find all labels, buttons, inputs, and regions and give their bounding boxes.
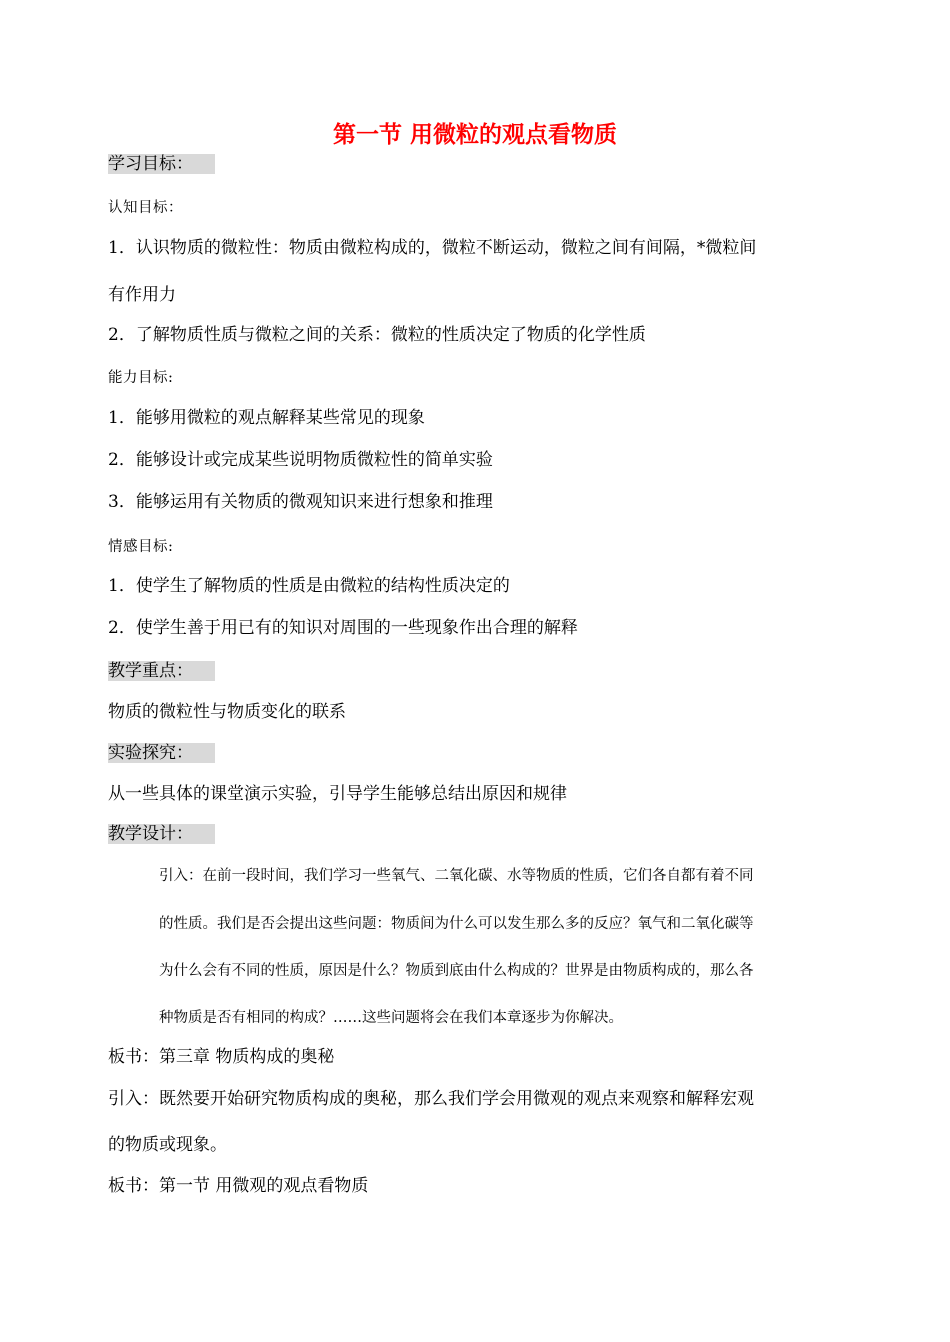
cognitive-item-1a: 1．认识物质的微粒性：物质由微粒构成的，微粒不断运动，微粒之间有间隔，*微粒间	[108, 238, 757, 258]
heading-learning-goals	[108, 152, 215, 176]
emotion-item-1: 1．使学生了解物质的性质是由微粒的结构性质决定的	[108, 576, 510, 596]
key-points-text: 物质的微粒性与物质变化的联系	[108, 702, 346, 722]
board-text-1: 板书：第三章 物质构成的奥秘	[108, 1047, 335, 1067]
ability-item-1: 1．能够用微粒的观点解释某些常见的现象	[108, 408, 425, 428]
heading-key-points	[108, 659, 215, 683]
design-intro-line-3: 为什么会有不同的性质，原因是什么？物质到底由什么构成的？世界是由物质构成的，那么各	[159, 963, 754, 979]
intro2-line-a: 引入：既然要开始研究物质构成的奥秘，那么我们学会用微观的观点来观察和解释宏观	[108, 1089, 754, 1109]
design-intro-line-1: 引入：在前一段时间，我们学习一些氧气、二氧化碳、水等物质的性质，它们各自都有着不同	[159, 868, 754, 884]
heading-design	[108, 822, 215, 846]
cognitive-item-1b: 有作用力	[108, 285, 176, 305]
emotion-item-2: 2．使学生善于用已有的知识对周围的一些现象作出合理的解释	[108, 618, 578, 638]
heading-experiment-text: 实验探究：	[108, 743, 215, 763]
heading-cognitive-goals: 认知目标：	[108, 200, 183, 216]
heading-experiment	[108, 741, 215, 765]
heading-learning-goals-text: 学习目标：	[108, 154, 215, 174]
board-text-2: 板书：第一节 用微观的观点看物质	[108, 1176, 369, 1196]
heading-emotion-goals: 情感目标:	[108, 539, 174, 555]
ability-item-2: 2．能够设计或完成某些说明物质微粒性的简单实验	[108, 450, 493, 470]
intro2-line-b: 的物质或现象。	[108, 1135, 227, 1155]
cognitive-item-2: 2．了解物质性质与微粒之间的关系：微粒的性质决定了物质的化学性质	[108, 325, 646, 345]
heading-key-points-text: 教学重点：	[108, 661, 215, 681]
heading-ability-goals: 能力目标:	[108, 370, 174, 386]
ability-item-3: 3．能够运用有关物质的微观知识来进行想象和推理	[108, 492, 493, 512]
design-intro-line-4: 种物质是否有相同的构成？……这些问题将会在我们本章逐步为你解决。	[159, 1010, 623, 1026]
design-intro-line-2: 的性质。我们是否会提出这些问题：物质间为什么可以发生那么多的反应？氧气和二氧化碳等	[159, 916, 754, 932]
heading-design-text: 教学设计：	[108, 824, 215, 844]
experiment-text: 从一些具体的课堂演示实验，引导学生能够总结出原因和规律	[108, 784, 567, 804]
page-title: 第一节 用微粒的观点看物质	[332, 121, 617, 148]
